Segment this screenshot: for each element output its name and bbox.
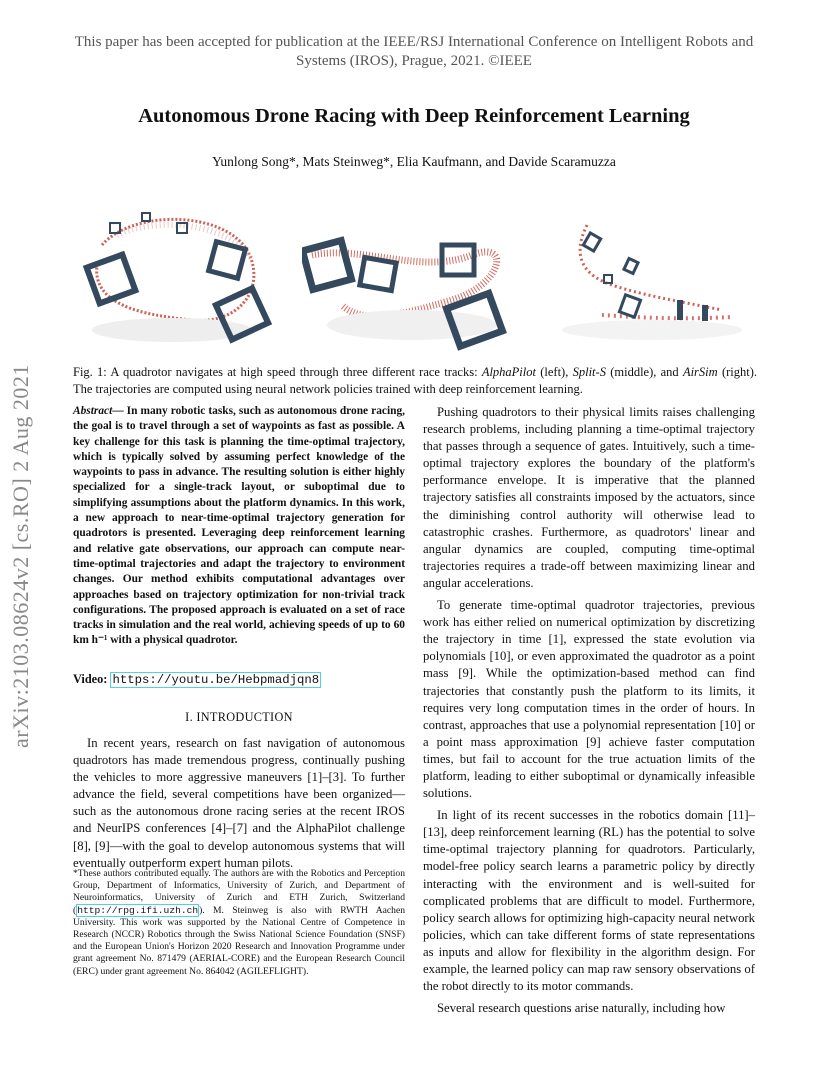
caption-text: (left), bbox=[535, 365, 573, 379]
abstract-text: — In many robotic tasks, such as autonomous drone racing, the goal is to travel through a set of waypoints as fast as possible. A key challenge for this task is planning the time-optimal trajectory, which is typically solved by assuming perfect knowledge of the waypoints to pass in advance. The resulting solution is either highly specialized for a single-track layout, or suboptimal due to simplifying assumptions about the platform dynamics. In this work, a new approach to near-time-optimal trajectory generation for quadrotors is presented. Leveraging deep reinforcement learning and relative gate observations, our approach can compute near-time-optimal trajectories and adapt the trajectory to environment changes. Our method exhibits computational advantages over approaches based on trajectory optimization for non-trivial track configurations. The proposed approach is evaluated on a set of race tracks in simulation and the real world, achieving speeds of up to 60 km h⁻¹ with a physical quadrotor. bbox=[73, 405, 405, 647]
track-image-split-s bbox=[302, 205, 522, 355]
paper-title: Autonomous Drone Racing with Deep Reinforcement Learning bbox=[138, 105, 690, 127]
video-link[interactable]: https://youtu.be/Hebpmadjqn8 bbox=[112, 672, 320, 687]
video-label: Video: bbox=[73, 671, 111, 686]
left-column bbox=[73, 404, 405, 872]
footnote-text: ). M. Steinweg is also with RWTH Aachen University. This work was supported by the National Centre of Competence in Research (NCCR) Robotics through the Swiss National Science Foundation (SNSF) and the European Union's Horizon 2020 Research and Innovation Programme under grant agreement No. 871479 (AERIAL-CORE) and the European Research Council (ERC) under grant agreement No. 864042 (AGILEFLIGHT). bbox=[73, 904, 405, 977]
caption-text: (right). The trajectories are computed using neural network policies trained with deep reinforcement learning. bbox=[73, 365, 758, 396]
right-paragraph-3: In light of its recent successes in the robotics domain [11]–[13], deep reinforcement learning (RL) has the potential to solve time-optimal trajectory planning for quadrotors. Particularly, model-free policy search learns a parametric policy by directly interacting with the environment and is well-suited for complicated problems that are difficult to model. Furthermore, policy search allows for optimizing high-capacity neural network policies, which can take different forms of state representations as inputs and allow for flexibility in the algorithm design. For example, the learned policy can map raw sensory observations of the robot directly to its motor commands. bbox=[423, 808, 755, 994]
caption-text: Fig. 1: A quadrotor navigates at high speed through three different race tracks: bbox=[73, 365, 482, 379]
video-line bbox=[73, 671, 405, 689]
abstract bbox=[73, 404, 405, 649]
caption-text: (middle), and bbox=[605, 365, 683, 379]
right-column bbox=[423, 404, 755, 1017]
abstract-label: Abstract bbox=[73, 405, 113, 417]
arxiv-stamp: arXiv:2103.08624v2 [cs.RO] 2 Aug 2021 bbox=[8, 364, 33, 748]
figure-caption bbox=[73, 364, 757, 398]
publication-notice: This paper has been accepted for publication at the IEEE/RSJ International Conference on Intelligent Robots and Systems (IROS), Prague, 2021. ©IEEE bbox=[74, 34, 754, 69]
right-paragraph-2: To generate time-optimal quadrotor trajectories, previous work has either relied on numerical optimization by discretizing the trajectory in time [1], expressed the state evolution via polynomials [10], or even approximated the quadrotor as a point mass [9]. While the optimization-based method can find trajectories that constantly push the platform to its limits, it requires very long computation times in the order of hours. In contrast, approaches that use a polynomial representation [10] or a point mass approximation [9] achieve faster computation times, but fail to account for the true actuation limits of the platform, leading to either suboptimal or dynamically infeasible solutions. bbox=[423, 598, 755, 801]
intro-paragraph-1: In recent years, research on fast navigation of autonomous quadrotors has made tremendous progress, continually pushing the vehicles to more aggressive maneuvers [1]–[3]. To further advance the field, several competitions have been organized—such as the autonomous drone racing series at the recent IROS and NeurIPS conferences [4]–[7] and the AlphaPilot challenge [8], [9]—with the goal to develop autonomous systems that will eventually outperform expert human pilots. bbox=[73, 735, 405, 870]
footnote-text: *These authors contributed equally. The authors are with the Robotics and Perception Group, Department of Informatics, University of Zurich, and Department of Neuroinformatics, University of Zurich and ETH Zurich, Switzerland ( bbox=[73, 868, 405, 916]
track-image-alphapilot bbox=[72, 205, 282, 355]
caption-track-split-s: Split-S bbox=[572, 365, 606, 379]
figure-1 bbox=[72, 205, 758, 355]
right-paragraph-1: Pushing quadrotors to their physical limits raises challenging research problems, including planning a time-optimal trajectory that passes through a sequence of gates. Intuitively, such a time-optimal trajectory explores the boundary of the platform's performance envelope. It is imperative that the planned trajectory satisfies all constraints imposed by the actuators, since the diminishing control authority will otherwise lead to catastrophic crashes. Furthermore, as quadrotors' linear and angular dynamics are coupled, computing time-optimal trajectories requires a trade-off between maximizing linear and angular accelerations. bbox=[423, 405, 755, 590]
footnote bbox=[73, 868, 405, 978]
right-paragraph-4: Several research questions arise naturally, including how bbox=[437, 1001, 726, 1016]
footnote-link[interactable]: http://rpg.ifi.uzh.ch bbox=[77, 904, 199, 916]
section-heading-introduction: I. INTRODUCTION bbox=[185, 709, 293, 724]
author-list: Yunlong Song*, Mats Steinweg*, Elia Kaufmann, and Davide Scaramuzza bbox=[212, 154, 616, 169]
caption-track-alphapilot: AlphaPilot bbox=[481, 365, 536, 379]
track-image-airsim bbox=[542, 205, 742, 355]
caption-track-airsim: AirSim bbox=[682, 365, 718, 379]
